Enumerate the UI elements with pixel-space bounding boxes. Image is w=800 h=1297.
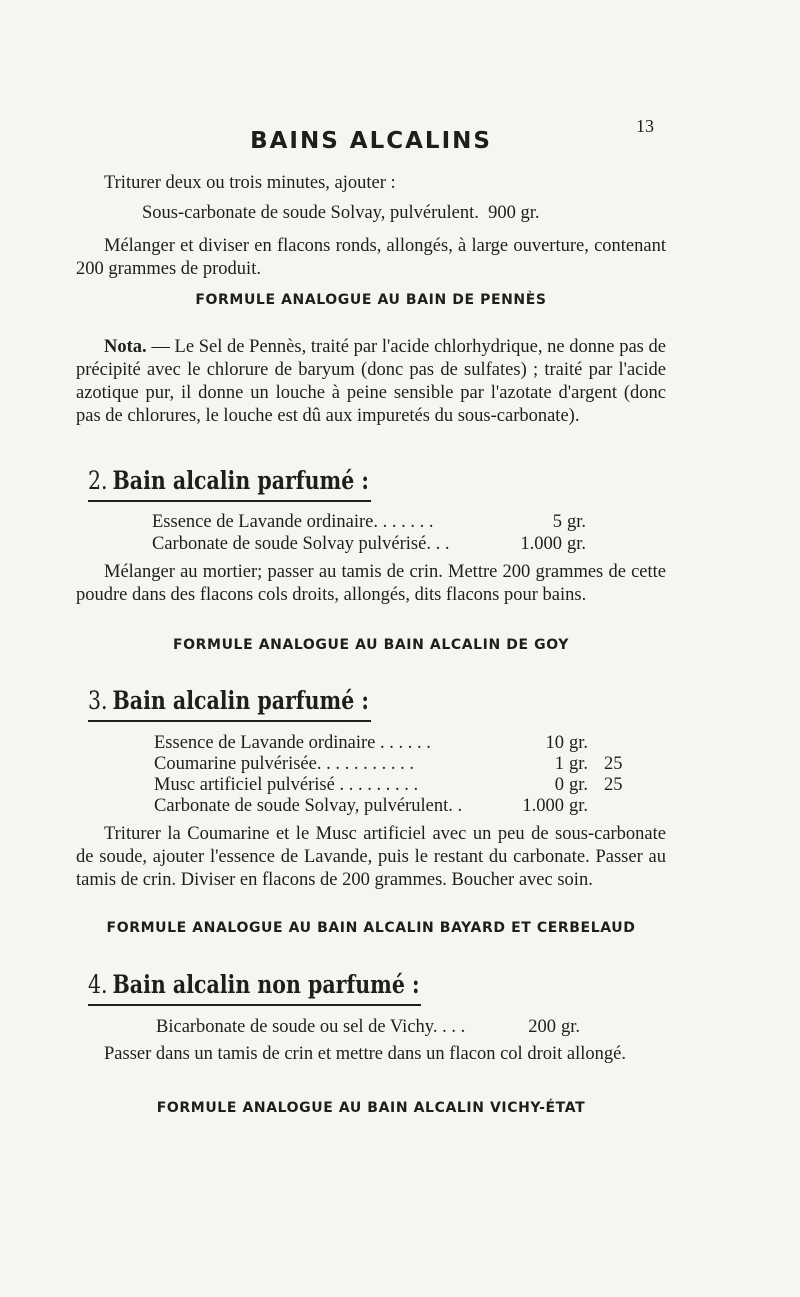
section-title: Bain alcalin parfumé : xyxy=(112,466,369,495)
nota-paragraph xyxy=(76,336,666,428)
ingredient-name: Essence de Lavande ordinaire. . . . . . . xyxy=(152,512,434,532)
section-underline xyxy=(88,500,371,502)
page-number: 13 xyxy=(636,116,654,136)
ingredient-unit: gr. xyxy=(569,775,589,795)
ingredient-unit: gr. xyxy=(567,512,587,532)
ingredient-qty: 10 xyxy=(545,733,564,753)
section-text: Mélanger au mortier; passer au tamis de crin. Mettre 200 grammes de cette poudre dans des flacons cols droits, allongés, dits flacons pour bains. xyxy=(76,562,666,605)
section-number: 4. xyxy=(88,970,108,999)
ingredient-name: Musc artificiel pulvérisé . . . . . . . . . xyxy=(154,775,419,795)
ingredient-qty: 1.000 xyxy=(520,534,562,554)
intro-ingredient: Sous-carbonate de soude Solvay, pulvérulent. 900 gr. xyxy=(142,203,540,223)
ingredient-qty: 0 xyxy=(554,775,564,795)
nota-label: Nota. xyxy=(104,337,147,357)
ingredient-name: Essence de Lavande ordinaire . . . . . . xyxy=(154,733,431,753)
nota-text: — Le Sel de Pennès, traité par l'acide chlorhydrique, ne donne pas de précipité avec le chlorure de baryum (donc pas de sulfates) ; traité par l'acide azotique pur, il donne un louche à peine sensible par l'azotate d'argent (donc pas de chlorures, le louche est dû aux impuretés du sous-carbonate). xyxy=(76,337,666,426)
section-number: 2. xyxy=(88,466,108,495)
section-underline xyxy=(88,1004,421,1006)
ingredient-name: Bicarbonate de soude ou sel de Vichy. . . . xyxy=(156,1017,466,1037)
formula-penes: FORMULE ANALOGUE AU BAIN DE PENNÈS xyxy=(195,292,547,308)
ingredient-unit: gr. xyxy=(561,1017,581,1037)
ingredient-decimal: 25 xyxy=(604,754,623,774)
ingredient-qty: 1 xyxy=(554,754,564,774)
ingredient-qty: 200 xyxy=(528,1017,556,1037)
intro-paragraph: Mélanger et diviser en flacons ronds, allongés, à large ouverture, contenant 200 grammes de produit. xyxy=(76,236,666,279)
section-title: Bain alcalin parfumé : xyxy=(112,686,369,715)
ingredient-name: Carbonate de soude Solvay pulvérisé. . . xyxy=(152,534,450,554)
section-number: 3. xyxy=(88,686,108,715)
section-text: Triturer la Coumarine et le Musc artificiel avec un peu de sous-carbonate de soude, ajouter l'essence de Lavande, puis le restant du carbonate. Passer au tamis de crin. Diviser en flacons de 200 grammes. Boucher avec soin. xyxy=(76,824,666,890)
ingredient-qty: 5 xyxy=(552,512,562,532)
ingredient-qty: 1.000 xyxy=(522,796,564,816)
section-underline xyxy=(88,720,371,722)
ingredient-name: Carbonate de soude Solvay, pulvérulent. . xyxy=(154,796,463,816)
intro-line: Triturer deux ou trois minutes, ajouter : xyxy=(104,173,396,193)
section-heading-4 xyxy=(88,970,420,1000)
section-title: Bain alcalin non parfumé : xyxy=(112,970,420,999)
page-title: BAINS ALCALINS xyxy=(250,128,492,154)
formula-bayard: FORMULE ANALOGUE AU BAIN ALCALIN BAYARD ET CERBELAUD xyxy=(106,920,636,936)
ingredient-unit: gr. xyxy=(569,796,589,816)
formula-vichy: FORMULE ANALOGUE AU BAIN ALCALIN VICHY-ÉTAT xyxy=(156,1100,586,1116)
ingredient-unit: gr. xyxy=(569,754,589,774)
section-text: Passer dans un tamis de crin et mettre dans un flacon col droit allongé. xyxy=(104,1044,626,1064)
ingredient-decimal: 25 xyxy=(604,775,623,795)
section-heading-2 xyxy=(88,466,369,496)
ingredient-unit: gr. xyxy=(569,733,589,753)
ingredient-unit: gr. xyxy=(567,534,587,554)
ingredient-name: Coumarine pulvérisée. . . . . . . . . . . xyxy=(154,754,414,774)
formula-goy: FORMULE ANALOGUE AU BAIN ALCALIN DE GOY xyxy=(173,637,569,653)
section-heading-3 xyxy=(88,686,369,716)
